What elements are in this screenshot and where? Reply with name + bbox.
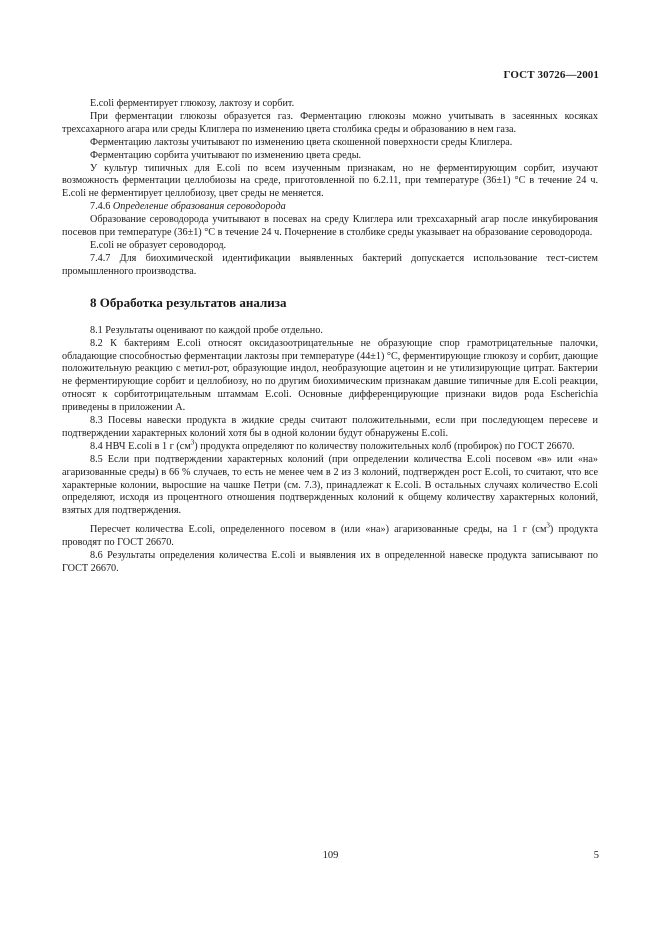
paragraph: 8.2 К бактериям E.coli относят оксидазоотрицательные не образующие спор грамотрицательные палочки, обладающие способностью ферментации лактозы при температуре (44±1) °С, ферментирующие глюкозу и сорбит, дающие положительную реакцию с метил-рот, образующие индол, необразующие ацетоин и не утилизирующие цитрат. Бактерии не ферментирующие сорбит и целлобиозу, но по другим биохимическим признакам давшие типичные для E.coli реакции, относят к сорбитотрицательным штаммам E.coli. Основные дифференцирующие признаки видов рода Escherichia приведены в приложении А. <box>62 337 598 414</box>
paragraph: При ферментации глюкозы образуется газ. Ферментацию глюкозы можно учитывать в засеянных косяках трехсахарного агара или среды Клиглера по изменению цвета столбика среды и образованию в нем газа. <box>62 110 598 135</box>
paragraph: 8.5 Если при подтверждении характерных колоний (при определении количества E.coli посевом «в» или «на» агаризованные среды) в 66 % случаев, то есть не менее чем в 2 из 3 колоний, подтвержден рост E.coli, то считают, что все характерные колонии, выросшие на чашке Петри (см. 7.3), принадлежат к E.coli. В остальных случаях количество E.coli определяют, исходя из процентного отношения подтвержденных колоний к общему количеству характерных колоний, взятых для подтверждения. <box>62 453 598 517</box>
paragraph: У культур типичных для E.coli по всем изученным признакам, но не ферментирующим сорбит, изучают возможность ферментации целлобиозы на среде, приготовленной по 6.2.11, при температуре (36±1) °С в течение 24 ч. E.coli не ферментирует целлобиозу, цвет среды не меняется. <box>62 162 598 200</box>
superscript: 3 <box>190 438 195 447</box>
paragraph: 8.3 Посевы навески продукта в жидкие среды считают положительными, если при последующем пересеве и подтверждении характерных колоний хотя бы в одной колонии будут обнаружены E.coli. <box>62 415 598 439</box>
paragraph: 7.4.7 Для биохимической идентификации выявленных бактерий допускается использование тест-систем промышленного производства. <box>62 252 598 277</box>
document-header: ГОСТ 30726—2001 <box>503 69 599 81</box>
paragraph: 8.6 Результаты определения количества E.coli и выявления их в определенной навеске продукта записывают по ГОСТ 26670. <box>62 550 598 574</box>
subsection-title: Определение образования сероводорода <box>112 201 286 213</box>
text-run: ) продукта определяют по количеству положительных колб (пробирок) по ГОСТ 26670. <box>194 440 575 452</box>
paragraph <box>62 521 598 550</box>
text-run: Пересчет количества E.coli, определенного посевом в (или «на») агаризованные среды, на 1 г (см <box>90 524 547 536</box>
sheet-number: 5 <box>593 850 599 861</box>
subsection-number: 7.4.6 <box>90 201 111 213</box>
paragraph <box>62 438 598 454</box>
superscript: 3 <box>546 521 550 530</box>
paragraph: 8.1 Результаты оценивают по каждой пробе отдельно. <box>90 324 323 336</box>
paragraph: E.coli не образует сероводород. <box>90 239 227 251</box>
paragraph: Ферментацию лактозы учитывают по изменению цвета скошенной поверхности среды Клиглера. <box>90 136 513 148</box>
page-number: 109 <box>322 850 339 861</box>
text-run: 8.4 НВЧ E.coli в 1 г (см <box>90 440 191 452</box>
paragraph: Образование сероводорода учитывают в посевах на среду Клиглера или трехсахарный агар после инкубирования посевов при температуре (36±1) °С в течение 24 ч. Почернение в столбике среды указывает на образование сероводорода. <box>62 214 598 239</box>
text-run: ) продукта проводят по ГОСТ 26670. <box>62 524 598 549</box>
paragraph: E.coli ферментирует глюкозу, лактозу и сорбит. <box>90 98 295 109</box>
subsection-heading <box>62 201 598 214</box>
paragraph: Ферментацию сорбита учитывают по изменению цвета среды. <box>90 149 362 161</box>
document-body <box>62 98 598 576</box>
section-title: 8 Обработка результатов анализа <box>90 294 287 310</box>
